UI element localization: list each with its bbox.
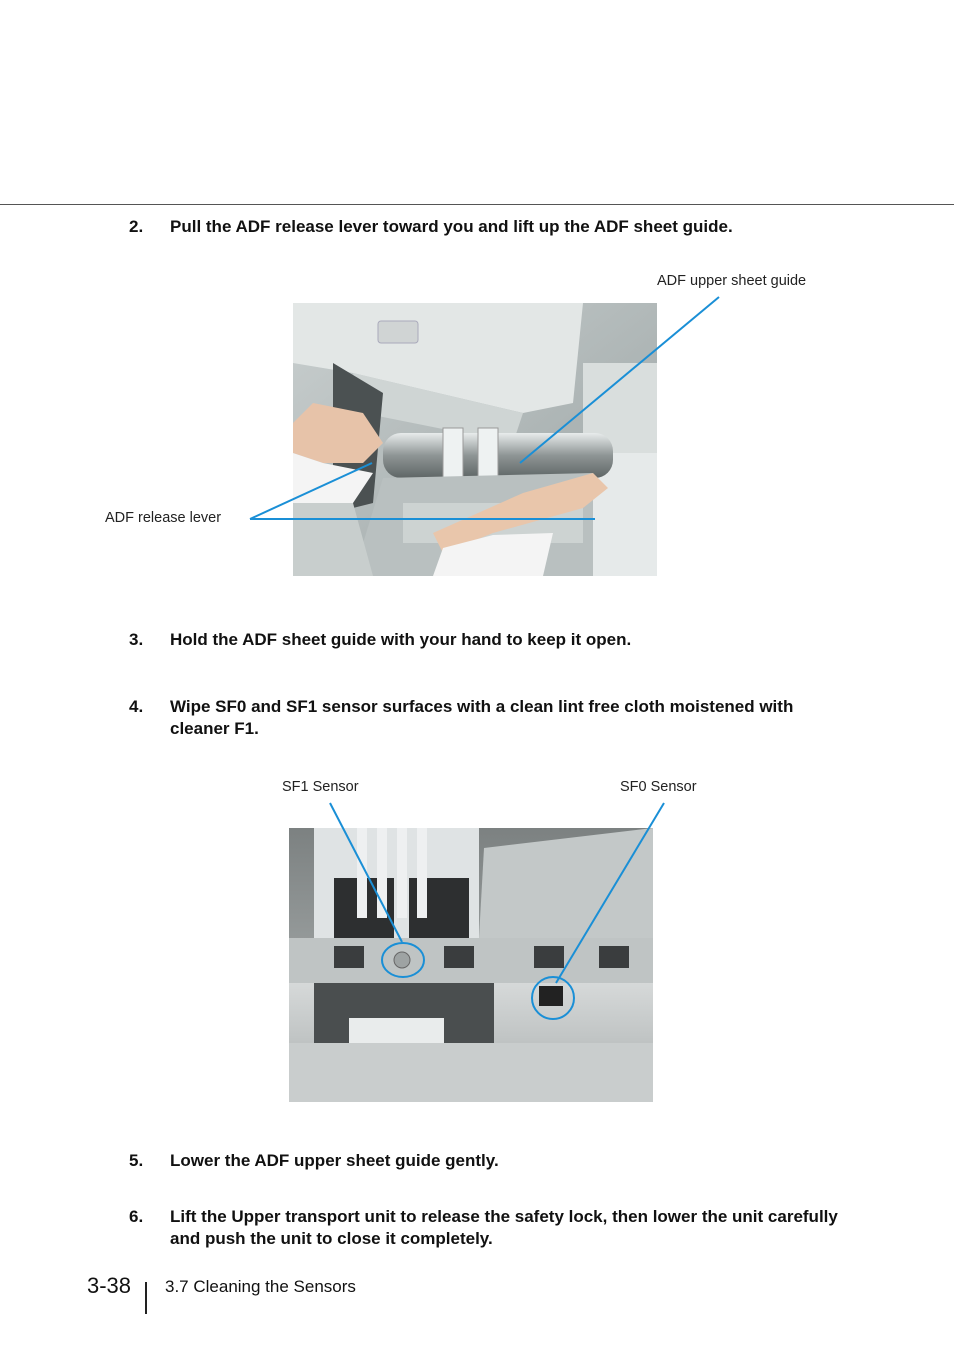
step-number: 4. (129, 697, 144, 716)
step-text: Pull the ADF release lever toward you and lift up the ADF sheet guide. (170, 217, 733, 236)
label-sf1-sensor: SF1 Sensor (282, 779, 359, 795)
label-sf0-sensor: SF0 Sensor (620, 779, 697, 795)
step-text: Lift the Upper transport unit to release the safety lock, then lower the unit carefully and push the unit to close it completely. (170, 1207, 838, 1248)
step-number: 5. (129, 1151, 144, 1170)
step-number: 3. (129, 630, 144, 649)
footer-divider (145, 1282, 147, 1314)
label-adf-release-lever: ADF release lever (105, 510, 222, 526)
section-title: 3.7 Cleaning the Sensors (165, 1277, 356, 1296)
figure-adf-open-photo (293, 303, 657, 576)
step-text: Lower the ADF upper sheet guide gently. (170, 1151, 499, 1170)
header-rule (0, 204, 954, 205)
step-number: 2. (129, 217, 144, 236)
figure-sensors-photo (289, 828, 653, 1102)
step-text: Hold the ADF sheet guide with your hand to keep it open. (170, 630, 632, 649)
label-adf-upper-sheet-guide: ADF upper sheet guide (657, 273, 807, 289)
page-number: 3-38 (87, 1273, 132, 1298)
step-text: Wipe SF0 and SF1 sensor surfaces with a clean lint free cloth moistened with cleaner F1. (170, 697, 794, 738)
step-number: 6. (129, 1207, 144, 1226)
